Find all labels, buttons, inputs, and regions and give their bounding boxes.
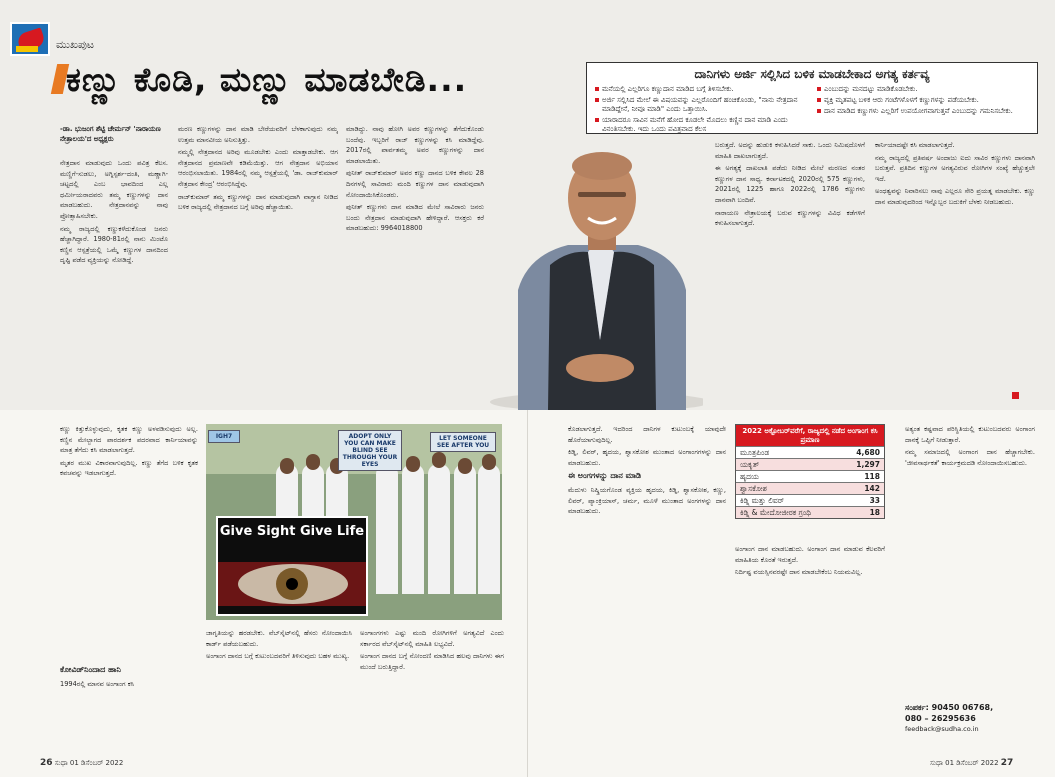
author-portrait [488, 140, 703, 410]
brows [578, 192, 626, 197]
section-label: ಮುಖಪುಟ [56, 38, 95, 51]
paragraph: ಕಾರ್ನಿಯಾದಷ್ಟೇ ಕಸಿ ಮಾಡಲಾಗುತ್ತದೆ. [875, 141, 955, 149]
placard: LET SOMEONE SEE AFTER YOU [430, 432, 496, 452]
eye-icon [238, 564, 348, 604]
paragraph: ಮಾಡಿದ್ದು. ನಾವು ಹೋಗಿ ಅವರ ಕಣ್ಣುಗಳನ್ನು ತೆಗೆದುಕೊಂಡು ಬಂದೆವು. ಇಬ್ಬರಿಗೆ ರಾಜ್ ಕಣ್ಣುಗಳನ್ನು ಕಸಿ ಮಾಡಿದ್ದೆವು. 2017ರಲ್ಲಿ ಪಾರ್ವತಮ್ಮ ಅವರ ಕಣ್ಣುಗಳನ್ನು ದಾನ ಮಾಡಲಾಯಿತು. [346, 125, 484, 165]
subheading: ಕೋವಿಡ್‌ನಿಂದಾದ ಹಾನಿ [60, 665, 121, 674]
paragraph: ಮೃತರ ಮುಖ ವಿಕಾರವಾಗುವುದಿಲ್ಲ. ಕಣ್ಣು ತೆಗೆದ ಬಳಿಕ ಕೃತಕ ಕವಚವನ್ನು ಇಡಲಾಗುತ್ತದೆ. [60, 458, 198, 478]
contact-phone-2: 080 – 26295636 [905, 714, 976, 723]
paragraph: ಅಂಧತ್ವವನ್ನು ನಿವಾರಿಸಲು ನಾವು ಎಲ್ಲರೂ ಸೇರಿ ಪ್ರಯತ್ನ ಮಾಡಬೇಕು. ಕಣ್ಣು ದಾನ ಮಾಡುವುದರಿಂದ ಇನ್ನೊಬ್ಬರ ಬದುಕಿಗೆ ಬೆಳಕು ನೀಡಬಹುದು. [875, 187, 1035, 206]
paragraph: ರಾಜ್‌ಕುಮಾರ್ ತಮ್ಮ ಕಣ್ಣುಗಳನ್ನು ದಾನ ಮಾಡುವುದಾಗಿ ವಾಗ್ದಾನ ನೀಡಿದ ಬಳಿಕ ರಾಜ್ಯದಲ್ಲಿ ನೇತ್ರದಾನದ ಬಗ್ಗೆ ಅರಿವು ಹೆಚ್ಚಾಯಿತು. [178, 192, 338, 212]
paragraph: ಮರಣ ಕಣ್ಣುಗಳನ್ನು ದಾನ ಮಾಡಿ ಬೇರೆಯವರಿಗೆ ಬೆಳಕಾಗುವುದು ನಮ್ಮ ಉತ್ತಮ ಮಾನವೀಯ ಅನಿಸುತ್ತಿತ್ತು. [178, 125, 338, 144]
stats-row: ಕಿಡ್ನಿ & ಮೇದೋಜೀರಕ ಗ್ರಂಥಿ 18 [736, 506, 884, 518]
paragraph: ಪುನೀತ್ ರಾಜ್‌ಕುಮಾರ್ ಅವರ ಕಣ್ಣು ದಾನದ ಬಳಿಕ ಕೇವಲ 28 ದಿನಗಳಲ್ಲಿ ಸಾವಿರಾರು ಮಂದಿ ಕಣ್ಣುಗಳ ದಾನ ಮಾಡುವುದಾಗಿ ನೋಂದಾಯಿಸಿಕೊಂಡರು. [346, 169, 484, 199]
stats-title: 2022 ಅಕ್ಟೋಬರ್‌ವರೆಗೆ, ರಾಜ್ಯದಲ್ಲಿ ನಡೆದ ಅಂಗಾಂಗ ಕಸಿ ಪ್ರಮಾಣ [736, 425, 884, 446]
paragraph: ನೇತ್ರದಾನ ಮಾಡುವುದು ಒಂದು ಪವಿತ್ರ ಕೆಲಸ. ಮಣ್ಣಿಗೆ-ಸುಡಲು, ಅಗ್ನಿಸ್ಪರ್ಶ-ದಂತಿ, ಮಣ್ಣಾಗಿ-ಚಟ್ಟದಲ್ಲಿ ಎಂಬ ಭಾವದಿಂದ ಎಲ್ಲ ಧರ್ಮೀಯರಾದವರು ತಮ್ಮ ಕಣ್ಣುಗಳನ್ನು ದಾನ ಮಾಡಬಹುದು. ನೇತ್ರದಾನವನ್ನು ನಾವು ಪ್ರೋತ್ಸಾಹಿಸಬೇಕು. [60, 159, 168, 220]
paragraph: ಮೆದುಳು ನಿಷ್ಕ್ರಿಯಗೊಂಡ ವ್ಯಕ್ತಿಯ ಹೃದಯ, ಕಿಡ್ನಿ, ಶ್ವಾಸಕೋಶ, ಕಣ್ಣು, ಲಿವರ್, ಪ್ಯಾಂಕ್ರಿಯಾಸ್, ಚರ್ಮ, ಮೂಳೆ ಮುಂತಾದ ಅಂಗಗಳನ್ನು ದಾನ ಮಾಡಬಹುದು. [568, 485, 726, 516]
paragraph: ಅಂಗಾಂಗ ದಾನ ಮಾಡಬಹುದು. ಅಂಗಾಂಗ ದಾನ ಮಾಡುವ ಕೆಲವರಿಗೆ ಮಾಹಿತಿಯ ಕೊರತೆ ಇರುತ್ತದೆ. [735, 545, 885, 564]
sidebar-title: ದಾನಿಗಳು ಅರ್ಜಿ ಸಲ್ಲಿಸಿದ ಬಳಿಕ ಮಾಡಬೇಕಾದ ಅಗತ್ಯ ಕರ್ತವ್ಯ [694, 67, 930, 81]
paragraph: ಅಂಗಾಂಗ ದಾನದ ಬಗ್ಗೆ ನೋಂದಣಿ ಮಾಡಿಸಿದ ಹಲವು ದಾನಿಗಳು ಈಗ ಮುಂದೆ ಬರುತ್ತಿದ್ದಾರೆ. [360, 652, 504, 671]
page-number: 27 [1000, 758, 1014, 768]
contact-email[interactable]: feedback@sudha.co.in [905, 725, 979, 733]
stats-row: ಮೂತ್ರಪಿಂಡ 4,680 [736, 446, 884, 458]
headline: ಕಣ್ಣು ಕೊಡಿ, ಮಣ್ಣು ಮಾಡಬೇಡಿ... [66, 60, 468, 99]
poster-text: Give Sight Give Life [219, 524, 365, 539]
paragraph: ನಮ್ಮ ರಾಜ್ಯದಲ್ಲಿ ಪ್ರತಿವರ್ಷ ಅಂದಾಜು ಐದು ಸಾವಿರ ಕಣ್ಣುಗಳು ದಾನವಾಗಿ ಬರುತ್ತವೆ. ಪ್ರತಿದಿನ ಕಣ್ಣುಗಳ ಅಗತ್ಯವಿರುವ ರೋಗಿಗಳ ಸಂಖ್ಯೆ ಹೆಚ್ಚುತ್ತಲೇ ಇದೆ. [875, 153, 1035, 183]
magazine-logo-icon [10, 22, 50, 56]
footer-right [930, 758, 1013, 768]
footer-left [40, 758, 123, 768]
paragraph: ಪುನೀತ್ ಕಣ್ಣುಗಳು ದಾನ ಮಾಡಿದ ಮೇಲೆ ಸಾವಿರಾರು ಜನರು ಬಂದು ನೇತ್ರದಾನ ಮಾಡುವುದಾಗಿ ಹೇಳಿದ್ದಾರೆ. ಆಸಕ್ತರು ಕರೆ ಮಾಡಬಹುದು: 9964018800 [346, 203, 484, 233]
stats-row: ಯಕೃತ್ 1,297 [736, 458, 884, 470]
article-column-9 [568, 424, 726, 752]
paragraph: ನಮ್ಮ ರಾಜ್ಯದಲ್ಲಿ ಕಣ್ಣುಕಳೆದುಕೊಂಡ ಜನರು ಹೆಚ್ಚಾಗಿದ್ದಾರೆ. 1980-81ರಲ್ಲಿ ನಾನು ಮಿಂಟೊ ಕಣ್ಣಿನ ಆಸ್ಪತ್ರೆಯಲ್ಲಿ ಒಮ್ಮೆ ಕಣ್ಣುಗಳ ದಾನದಿಂದ ದೃಷ್ಟಿ ಪಡೆದ ವ್ಯಕ್ತಿಯನ್ನು ನೋಡಿದ್ದೆ. [60, 224, 168, 265]
paragraph: 1994ರಲ್ಲಿ ಮಾನವ ಅಂಗಾಂಗ ಕಸಿ [60, 679, 135, 688]
organ-transplant-stats-table [735, 424, 885, 519]
footer-info: ಸುಧಾ 01 ಡಿಸೆಂಬರ್ 2022 [54, 759, 124, 767]
contact-block [905, 702, 1035, 735]
article-column-8 [360, 628, 504, 752]
paragraph: ಅಂಗಾಂಗಗಳು ಎಷ್ಟು ಮಂದಿ ರೋಗಿಗಳಿಗೆ ಅಗತ್ಯವಿದೆ ಎಂದು ಸರ್ಕಾರದ ವೆಬ್‌ಸೈಟ್‌ನಲ್ಲಿ ಮಾಹಿತಿ ಲಭ್ಯವಿದೆ. [360, 629, 504, 648]
paragraph: ಕೊಡಲಾಗುತ್ತದೆ. ಇದರಿಂದ ದಾನಿಗಳ ಕುಟುಂಬಕ್ಕೆ ಯಾವುದೇ ಹೊರೆಯಾಗುವುದಿಲ್ಲ. [568, 425, 726, 444]
end-mark [1012, 392, 1019, 399]
subheading: ಈ ಅಂಗಗಳನ್ನು ದಾನ ಮಾಡಿ [568, 471, 642, 481]
sidebar-item: ದಾನ ಮಾಡಿದ ಕಣ್ಣುಗಳು ಎಲ್ಲರಿಗೆ ಉಪಯೋಗವಾಗುತ್ತವೆ ಎಂಬುದನ್ನು ಗಮನಿಸಬೇಕು. [817, 107, 1029, 116]
protest-photo [206, 424, 502, 620]
article-column-7 [206, 628, 352, 752]
sidebar-item: ಅರ್ಜಿ ಸಲ್ಲಿಸಿದ ಮೇಲೆ ಈ ವಿಷಯವನ್ನು ಎಲ್ಲರೊಂದಿಗೆ ಹಂಚಿಕೊಂಡು, "ನಾನು ನೇತ್ರದಾನ ಮಾಡಿದ್ದೇನೆ, ನೀವೂ ಮಾಡಿ" ಎಂದು ಒತ್ತಾಯಿಸಿ. [595, 96, 807, 114]
paragraph: ನಮ್ಮಲ್ಲಿ ನೇತ್ರದಾನದ ಅರಿವು ಮೂಡಬೇಕು ಎಂದು ಮಾತ್ತಾಡಬೇಕು. ಆಗ ನೇತ್ರದಾನದ ಪ್ರಮಾಣವೇ ಕಡಿಮೆಯಿತ್ತು. ಆಗ ನೇತ್ರದಾನ ಅಭಿಯಾನ ಆರಂಭಿಸಲಾಯಿತು. 1984ರಲ್ಲಿ ನಮ್ಮ ಆಸ್ಪತ್ರೆಯಲ್ಲಿ 'ಡಾ. ರಾಜ್‌ಕುಮಾರ್ ನೇತ್ರದಾನ ಕೇಂದ್ರ' ಆರಂಭಿಸಿದ್ದೆವು. [178, 148, 338, 188]
stats-row: ಹೃದಯ 118 [736, 470, 884, 482]
article-column-10 [735, 544, 885, 752]
article-column-3 [346, 124, 484, 398]
footer-info: ಸುಧಾ 01 ಡಿಸೆಂಬರ್ 2022 [930, 759, 999, 767]
placard: ADOPT ONLY YOU CAN MAKE BLIND SEE THROUGH YOUR EYES [338, 430, 402, 471]
page-spine [527, 410, 528, 777]
contact-phone: ಸಂಪರ್ಕ: 90450 06768, [905, 703, 994, 712]
stats-row: ಕಿಡ್ನಿ ಮತ್ತು ಲಿವರ್ 33 [736, 494, 884, 506]
paragraph: ಅಂಗಾಂಗ ದಾನದ ಬಗ್ಗೆ ಕುಟುಂಬದವರಿಗೆ ತಿಳಿಸುವುದು ಬಹಳ ಮುಖ್ಯ. [206, 652, 350, 661]
page-number: 26 [40, 758, 53, 768]
article-column-6 [60, 424, 198, 652]
paragraph: ಬರುತ್ತದೆ. ಅದನ್ನು ಹುಡುಕಿ ಕಳುಹಿಸಿದರೆ ಸಾಕು. ಒಂದು ನಿಮಿಷದೊಳಗೆ ಮಾಹಿತಿ ದಾಖಲಾಗುತ್ತದೆ. [715, 141, 865, 160]
paragraph: ನಿರ್ದಿಷ್ಟ ವಯಸ್ಸಿನವರಷ್ಟೇ ದಾನ ಮಾಡಬೇಕೆಂಬ ನಿಯಮವಿಲ್ಲ. [735, 568, 863, 577]
article-column-4 [715, 140, 865, 400]
sidebar-box [586, 62, 1038, 134]
article-column-1 [60, 158, 168, 398]
paragraph: ಕಿಡ್ನಿ, ಲಿವರ್, ಹೃದಯ, ಶ್ವಾಸಕೋಶ ಮುಂತಾದ ಅಂಗಾಂಗಗಳನ್ನು ದಾನ ಮಾಡಬಹುದು. [568, 448, 726, 467]
sidebar-item: ಯಾರಾದರೂ ಸಾವಿನ ಮನೆಗೆ ಹೋದ ಕೂಡಲೇ ಮೊದಲು ಕಣ್ಣಿನ ದಾನ ಮಾಡಿ ಎಂದು ವಿನಂತಿಸಬೇಕು. ಇದು ಒಂದು ಪವಿತ್ರವಾದ ಕೆಲಸ [595, 116, 807, 134]
article-column-2 [178, 124, 338, 398]
byline: -ಡಾ. ಭುಜಂಗ ಶೆಟ್ಟಿ ಚೇರ್ಮನ್ 'ನಾರಾಯಣ ನೇತ್ರಾಲಯ'ದ ಅಧ್ಯಕ್ಷರು [60, 125, 161, 143]
placard: IGH7 [208, 430, 240, 443]
sidebar-item: ವ್ಯಕ್ತಿ ಮೃತಪಟ್ಟ ಬಳಿಕ ಆರು ಗಂಟೆಗಳೊಳಗೆ ಕಣ್ಣುಗಳನ್ನು ಪಡೆಯಬೇಕು. [817, 96, 1029, 105]
article-column-5 [875, 140, 1035, 388]
article-column-11 [905, 424, 1035, 696]
give-sight-poster [216, 516, 368, 616]
paragraph: ನಮ್ಮ ಸಮಾಜದಲ್ಲಿ ಅಂಗಾಂಗ ದಾನ ಹೆಚ್ಚಾಗಬೇಕು. 'ಜೀವಸಾರ್ಥಕತೆ' ಕಾರ್ಯಕ್ರಮದಡಿ ನೋಂದಾಯಿಸಬಹುದು. [905, 448, 1035, 467]
article-column-6b [60, 662, 198, 752]
sidebar-item: ಮನೆಯಲ್ಲಿ ಎಲ್ಲರಿಗೂ ಕಣ್ಣುದಾನ ಮಾಡಿದ ಬಗ್ಗೆ ತಿಳಿಸಬೇಕು. [595, 85, 807, 94]
paragraph: ಅತ್ಯಂತ ಕಷ್ಟವಾದ ಪರಿಸ್ಥಿತಿಯಲ್ಲಿ ಕುಟುಂಬದವರು ಅಂಗಾಂಗ ದಾನಕ್ಕೆ ಒಪ್ಪಿಗೆ ನೀಡುತ್ತಾರೆ. [905, 425, 1035, 444]
paragraph: ಜಾಗೃತಿಯನ್ನು ಹರಡಬೇಕು. ವೆಬ್‌ಸೈಟ್‌ನಲ್ಲಿ ಹೆಸರು ನೋಂದಾಯಿಸಿ ಕಾರ್ಡ್ ಪಡೆಯಬಹುದು. [206, 629, 352, 648]
hands [566, 354, 634, 382]
paragraph: ನಾರಾಯಣ ನೇತ್ರಾಲಯಕ್ಕೆ ಬರುವ ಕಣ್ಣುಗಳನ್ನು ವಿವಿಧ ಕಡೆಗಳಿಗೆ ಕಳುಹಿಸಲಾಗುತ್ತದೆ. [715, 208, 865, 228]
bald-head [572, 152, 632, 180]
paragraph: ಈ ಅಗತ್ಯಕ್ಕೆ ದಾಖಲಾತಿ ಪಡೆದು ನೀಡಿದ ಮೇಲೆ ಮರಣದ ನಂತರ ಕಣ್ಣುಗಳ ದಾನ ಸಾಧ್ಯ. ಕರ್ನಾಟಕದಲ್ಲಿ 2020ರಲ್ಲಿ 575 ಕಣ್ಣುಗಳು, 2021ರಲ್ಲಿ 1225 ಹಾಗೂ 2022ರಲ್ಲಿ 1786 ಕಣ್ಣುಗಳು ದಾನವಾಗಿ ಬಂದಿವೆ. [715, 164, 865, 204]
stats-row: ಶ್ವಾಸಕೋಶ 142 [736, 482, 884, 494]
paragraph: ಕಣ್ಣು ಕಿತ್ತುಕೊಳ್ಳುವುದು, ಕೃತಕ ಕಣ್ಣು ಅಳವಡಿಸುವುದು ಅಲ್ಲ. ಕಣ್ಣಿನ ಮೇಲ್ಭಾಗದ ಪಾರದರ್ಶಕ ಪದರವಾದ ಕಾರ್ನಿಯಾವನ್ನು ಮಾತ್ರ ತೆಗೆದು ಕಸಿ ಮಾಡಲಾಗುತ್ತದೆ. [60, 425, 198, 455]
sidebar-item: ಎಂಬುದನ್ನು ಮನದಟ್ಟು ಮಾಡಿಕೊಡಬೇಕು. [817, 85, 1029, 94]
